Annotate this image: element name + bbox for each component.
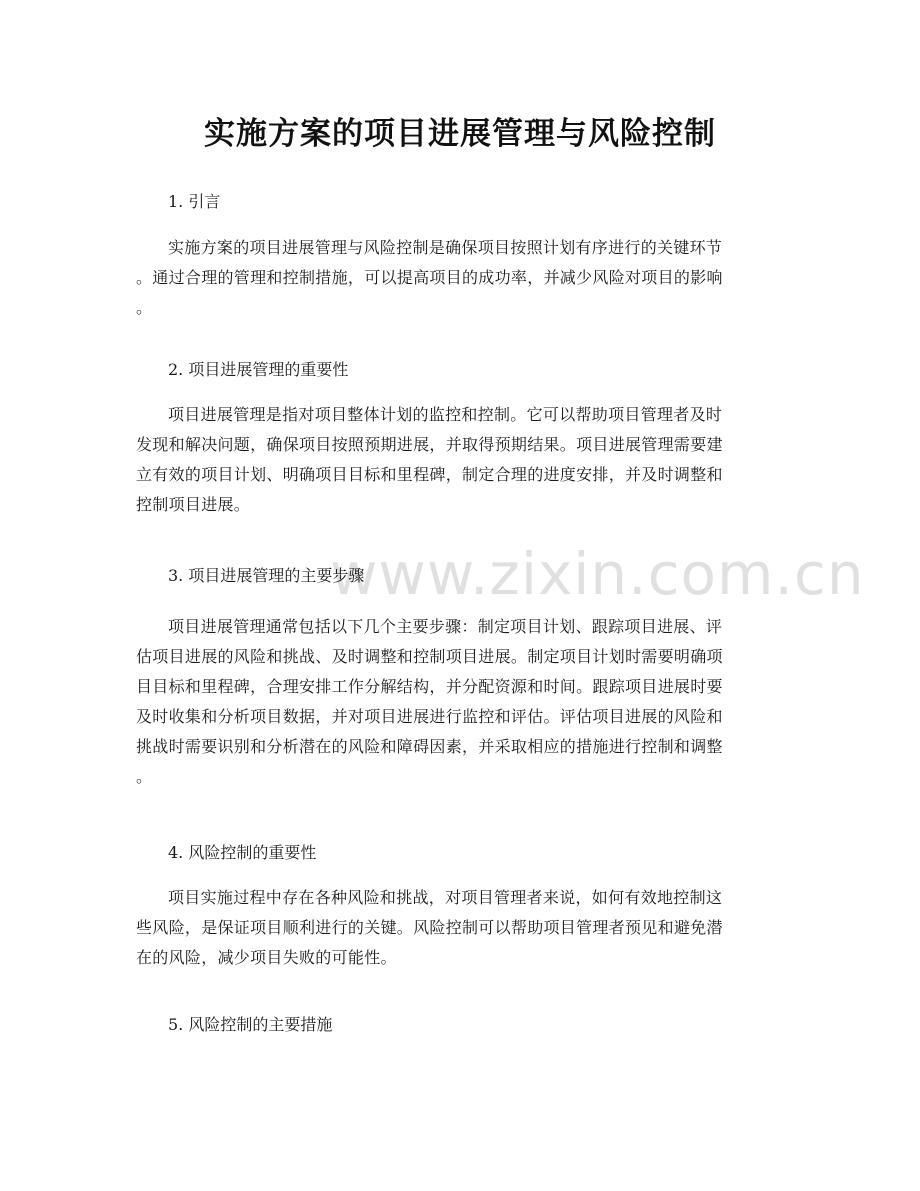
paragraph-line: 项目进展管理通常包括以下几个主要步骤：制定项目计划、跟踪项目进展、评 <box>168 617 723 636</box>
paragraph-line: 立有效的项目计划、明确项目目标和里程碑，制定合理的进度安排，并及时调整和 <box>136 465 723 484</box>
paragraph-line: 项目实施过程中存在各种风险和挑战，对项目管理者来说，如何有效地控制这 <box>168 888 723 907</box>
section-paragraph-3 <box>136 612 788 792</box>
section-heading-1: 1. 引言 <box>168 192 221 211</box>
paragraph-line: 及时收集和分析项目数据，并对项目进展进行监控和评估。评估项目进展的风险和 <box>136 707 723 726</box>
paragraph-line: 目目标和里程碑，合理安排工作分解结构，并分配资源和时间。跟踪项目进展时要 <box>136 677 723 696</box>
section-paragraph-2 <box>136 400 788 520</box>
paragraph-line: 估项目进展的风险和挑战、及时调整和控制项目进展。制定项目计划时需要明确项 <box>136 647 723 666</box>
paragraph-line: 。 <box>136 767 153 786</box>
paragraph-line: 。通过合理的管理和控制措施，可以提高项目的成功率，并减少风险对项目的影响 <box>136 268 723 287</box>
section-paragraph-1 <box>136 233 788 323</box>
watermark: www.zixin.com.cn <box>330 540 865 608</box>
section-heading-5: 5. 风险控制的主要措施 <box>168 1015 333 1034</box>
paragraph-line: 发现和解决问题，确保项目按照预期进展，并取得预期结果。项目进展管理需要建 <box>136 435 723 454</box>
paragraph-line: 在的风险，减少项目失败的可能性。 <box>136 948 397 967</box>
paragraph-line: 挑战时需要识别和分析潜在的风险和障碍因素，并采取相应的措施进行控制和调整 <box>136 737 723 756</box>
section-heading-3: 3. 项目进展管理的主要步骤 <box>168 566 365 585</box>
paragraph-line: 实施方案的项目进展管理与风险控制是确保项目按照计划有序进行的关键环节 <box>168 238 723 257</box>
paragraph-line: 控制项目进展。 <box>136 495 251 514</box>
paragraph-line: 。 <box>136 298 153 317</box>
paragraph-line: 些风险，是保证项目顺利进行的关键。风险控制可以帮助项目管理者预见和避免潜 <box>136 918 723 937</box>
paragraph-line: 项目进展管理是指对项目整体计划的监控和控制。它可以帮助项目管理者及时 <box>168 405 723 424</box>
section-heading-2: 2. 项目进展管理的重要性 <box>168 360 349 379</box>
section-paragraph-4 <box>136 883 788 973</box>
document-title: 实施方案的项目进展管理与风险控制 <box>204 116 716 152</box>
section-heading-4: 4. 风险控制的重要性 <box>168 843 317 862</box>
